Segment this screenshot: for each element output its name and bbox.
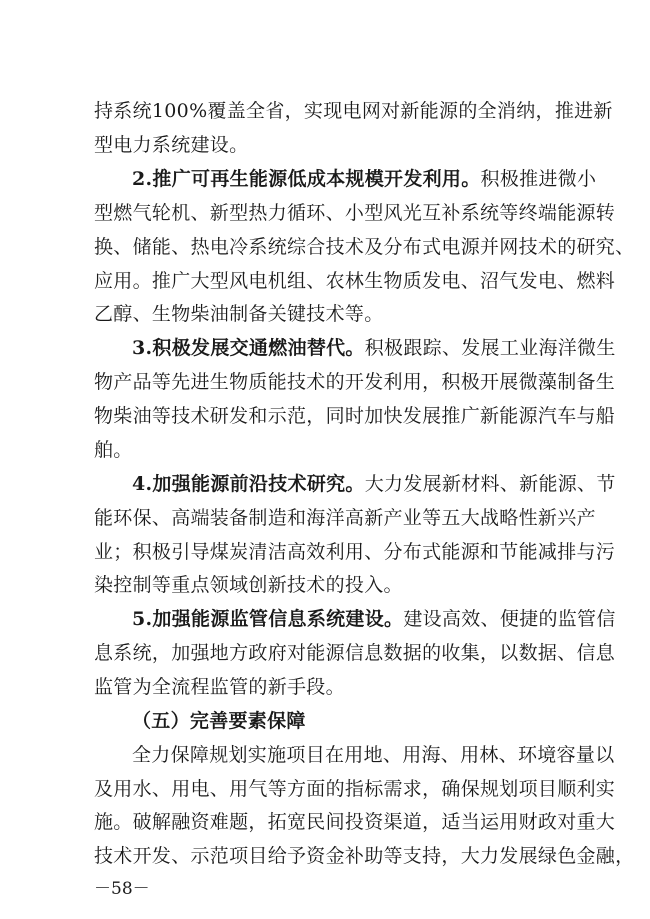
- paragraph-line: 染控制等重点领域创新技术的投入。: [94, 574, 403, 596]
- paragraph-line: 型电力系统建设。: [94, 134, 249, 156]
- section-heading: 5.加强能源监管信息系统建设。: [132, 608, 404, 630]
- paragraph-line: 物产品等先进生物质能技术的开发利用，积极开展微藻制备生: [94, 371, 616, 393]
- paragraph-line: 舶。: [94, 439, 133, 461]
- subsection-heading: （五）完善要素保障: [132, 710, 306, 732]
- paragraph-line: 应用。推广大型风电机组、农林生物质发电、沼气发电、燃料: [94, 270, 616, 292]
- paragraph-line: 乙醇、生物柴油制备关键技术等。: [94, 303, 384, 325]
- section-heading-line: 4.加强能源前沿技术研究。大力发展新材料、新能源、节: [132, 473, 616, 495]
- paragraph-line: 监管为全流程监管的新手段。: [94, 676, 345, 698]
- paragraph-line: 能环保、高端装备制造和海洋高新产业等五大战略性新兴产: [94, 507, 596, 529]
- paragraph-line: 全力保障规划实施项目在用地、用海、用林、环境容量以: [132, 744, 615, 766]
- paragraph-line: 型燃气轮机、新型热力循环、小型风光互补系统等终端能源转: [94, 202, 616, 224]
- section-heading-line: 2.推广可再生能源低成本规模开发利用。积极推进微小: [132, 168, 597, 190]
- paragraph-line: 物柴油等技术研发和示范，同时加快发展推广新能源汽车与船: [94, 405, 616, 427]
- paragraph-line: 持系统100%覆盖全省，实现电网对新能源的全消纳，推进新: [94, 100, 613, 122]
- paragraph-line: 息系统，加强地方政府对能源信息数据的收集，以数据、信息: [94, 642, 616, 664]
- page-number: －58－: [94, 879, 150, 899]
- section-heading: 4.加强能源前沿技术研究。: [132, 473, 365, 495]
- section-heading-line: 5.加强能源监管信息系统建设。建设高效、便捷的监管信: [132, 608, 616, 630]
- section-heading-line: 3.积极发展交通燃油替代。积极跟踪、发展工业海洋微生: [132, 337, 616, 359]
- section-heading: 3.积极发展交通燃油替代。: [132, 337, 365, 359]
- paragraph-line: 技术开发、示范项目给予资金补助等支持，大力发展绿色金融，: [94, 845, 635, 867]
- paragraph-line: 换、储能、热电冷系统综合技术及分布式电源并网技术的研究、: [94, 236, 635, 258]
- section-heading-line: [94, 709, 595, 733]
- paragraph-line: 业；积极引导煤炭清洁高效利用、分布式能源和节能减排与污: [94, 541, 616, 563]
- paragraph-line: 施。破解融资难题，拓宽民间投资渠道，适当运用财政对重大: [94, 811, 616, 833]
- paragraph-line: 及用水、用电、用气等方面的指标需求，确保规划项目顺利实: [94, 778, 616, 800]
- section-heading: 2.推广可再生能源低成本规模开发利用。: [132, 168, 481, 190]
